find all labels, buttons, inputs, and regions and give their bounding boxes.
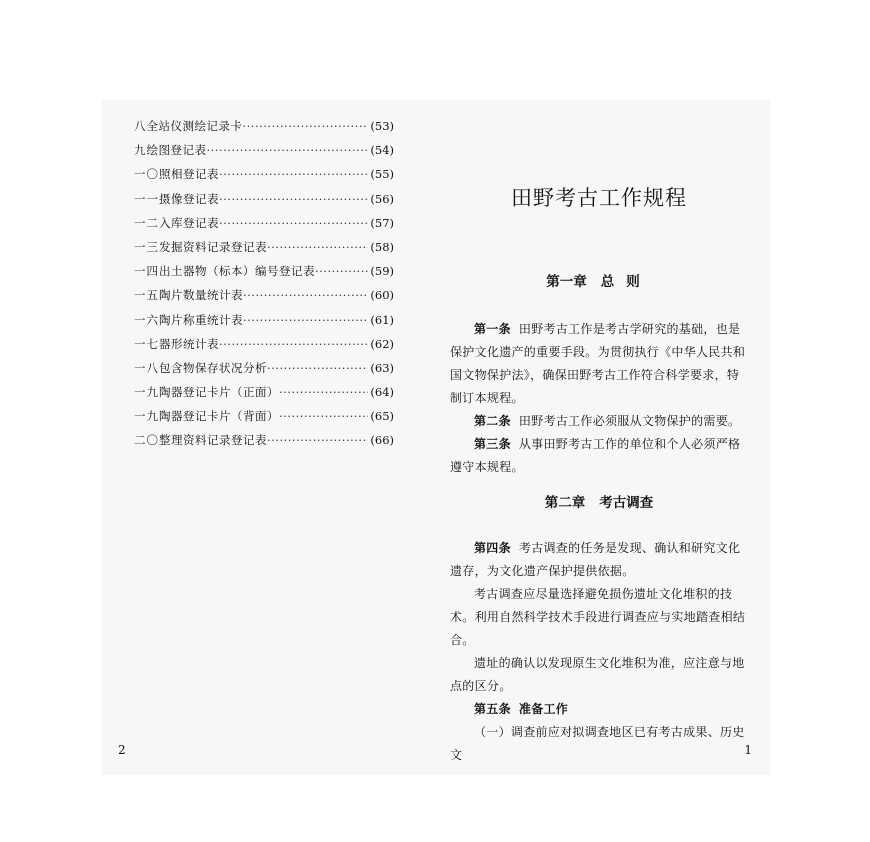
toc-leader bbox=[315, 264, 368, 278]
toc-title: 陶器登记卡片（正面） bbox=[159, 385, 279, 400]
page-number: 1 bbox=[744, 743, 752, 757]
toc-number: 一二 bbox=[134, 215, 159, 230]
toc-leader bbox=[279, 409, 368, 423]
toc-title: 照相登记表 bbox=[159, 167, 219, 182]
toc-leader bbox=[279, 385, 368, 399]
toc-page: (55) bbox=[370, 167, 394, 182]
toc-leader bbox=[243, 313, 368, 327]
article-paragraph bbox=[450, 318, 750, 410]
body-paragraph: 遗址的确认以发现原生文化堆积为准，应注意与地点的区分。 bbox=[450, 656, 745, 693]
toc-page: (56) bbox=[370, 191, 394, 206]
toc-page: (58) bbox=[370, 239, 394, 254]
toc-entry bbox=[134, 384, 394, 408]
toc-page: (66) bbox=[370, 433, 394, 448]
toc-entry bbox=[134, 118, 394, 142]
toc-title: 陶片称重统计表 bbox=[159, 312, 243, 327]
article-text: 田野考古工作必须服从文物保护的需要。 bbox=[518, 414, 741, 428]
toc-title: 陶器登记卡片（背面） bbox=[159, 409, 279, 424]
toc-leader bbox=[219, 337, 368, 351]
toc-entry bbox=[134, 432, 394, 456]
left-page bbox=[102, 100, 402, 775]
chapter-body bbox=[450, 318, 750, 479]
document-title: 田野考古工作规程 bbox=[511, 186, 687, 211]
article-label: 第四条 bbox=[474, 541, 511, 555]
body-paragraph: 考古调查应尽量选择避免损伤遗址文化堆积的技术。利用自然科学技术手段进行调查应与实地踏查相结合。 bbox=[450, 587, 746, 647]
toc-entry bbox=[134, 166, 394, 190]
chapter-heading bbox=[428, 270, 770, 290]
chapter-body bbox=[450, 537, 750, 767]
toc-number: 一三 bbox=[134, 239, 159, 254]
toc-entry bbox=[134, 263, 394, 287]
toc-leader bbox=[243, 288, 368, 302]
toc-entry bbox=[134, 287, 394, 311]
toc-title: 器形统计表 bbox=[159, 336, 219, 351]
toc-entry bbox=[134, 142, 394, 166]
toc-page: (53) bbox=[370, 119, 394, 133]
chapter-number: 第一章 bbox=[546, 274, 587, 290]
toc-number: 一八 bbox=[134, 360, 159, 375]
article-text: 田野考古工作是考古学研究的基础，也是保护文化遗产的重要手段。为贯彻执行《中华人民共和国文物保护法》，确保田野考古工作符合科学要求，特制订本规程。 bbox=[450, 322, 746, 405]
chapter-number: 第二章 bbox=[544, 495, 586, 511]
article-label: 第三条 bbox=[474, 437, 511, 451]
toc-number: 一五 bbox=[134, 288, 159, 303]
toc-entry bbox=[134, 336, 394, 360]
article-label: 第一条 bbox=[474, 322, 511, 336]
toc-leader bbox=[207, 143, 369, 157]
right-page bbox=[428, 100, 770, 775]
toc-number: 一九 bbox=[134, 385, 159, 400]
toc-title: 全站仪测绘记录卡 bbox=[146, 119, 243, 133]
article-paragraph bbox=[450, 698, 750, 721]
toc-number: 一九 bbox=[134, 409, 159, 424]
toc-title: 发掘资料记录登记表 bbox=[159, 239, 267, 254]
toc-number: 八 bbox=[134, 119, 147, 133]
toc-page: (65) bbox=[370, 409, 394, 424]
article-paragraph bbox=[450, 433, 750, 479]
toc-page: (59) bbox=[370, 264, 394, 279]
chapter-name: 考古调查 bbox=[599, 495, 654, 511]
toc-leader bbox=[243, 119, 369, 133]
toc-number: 二〇 bbox=[134, 433, 159, 448]
toc-page: (64) bbox=[370, 385, 394, 400]
toc-leader bbox=[267, 433, 368, 447]
body-paragraph: （一）调查前应对拟调查地区已有考古成果、历史文 bbox=[450, 725, 745, 762]
toc-title: 出土器物（标本）编号登记表 bbox=[159, 264, 315, 279]
article-paragraph bbox=[450, 410, 750, 433]
toc-leader bbox=[219, 216, 368, 230]
toc-entry bbox=[134, 312, 394, 336]
toc-number: 一一 bbox=[134, 191, 159, 206]
toc-page: (61) bbox=[370, 312, 394, 327]
toc-entry bbox=[134, 215, 394, 239]
article-label: 第二条 bbox=[474, 414, 511, 428]
toc-title: 绘图登记表 bbox=[146, 143, 207, 158]
toc-leader bbox=[219, 192, 368, 206]
article-text: 从事田野考古工作的单位和个人必须严格遵守本规程。 bbox=[450, 437, 741, 474]
toc-entry bbox=[134, 360, 394, 384]
table-of-contents bbox=[134, 118, 394, 457]
toc-number: 一六 bbox=[134, 312, 159, 327]
toc-number: 一四 bbox=[134, 264, 159, 279]
chapter-name: 总则 bbox=[600, 274, 652, 290]
toc-title: 陶片数量统计表 bbox=[159, 288, 243, 303]
article-text: 准备工作 bbox=[518, 702, 569, 716]
toc-page: (62) bbox=[370, 336, 394, 351]
toc-number: 九 bbox=[134, 143, 147, 158]
page-number: 2 bbox=[118, 743, 126, 757]
toc-leader bbox=[267, 240, 368, 254]
toc-title: 入库登记表 bbox=[159, 215, 219, 230]
article-label: 第五条 bbox=[474, 702, 511, 716]
toc-page: (54) bbox=[370, 143, 394, 158]
toc-page: (57) bbox=[370, 215, 394, 230]
toc-leader bbox=[267, 361, 368, 375]
toc-number: 一〇 bbox=[134, 167, 159, 182]
toc-title: 包含物保存状况分析 bbox=[159, 360, 267, 375]
toc-entry bbox=[134, 408, 394, 432]
toc-entry bbox=[134, 239, 394, 263]
toc-leader bbox=[219, 167, 368, 181]
toc-title: 整理资料记录登记表 bbox=[159, 433, 267, 448]
toc-page: (60) bbox=[370, 288, 394, 303]
toc-page: (63) bbox=[370, 360, 394, 375]
toc-entry bbox=[134, 191, 394, 215]
article-text: 考古调查的任务是发现、确认和研究文化遗存，为文化遗产保护提供依据。 bbox=[450, 541, 741, 578]
chapter-heading bbox=[428, 491, 770, 511]
book-spread bbox=[102, 100, 770, 775]
article-paragraph bbox=[450, 537, 750, 583]
toc-number: 一七 bbox=[134, 336, 159, 351]
toc-title: 摄像登记表 bbox=[159, 191, 219, 206]
